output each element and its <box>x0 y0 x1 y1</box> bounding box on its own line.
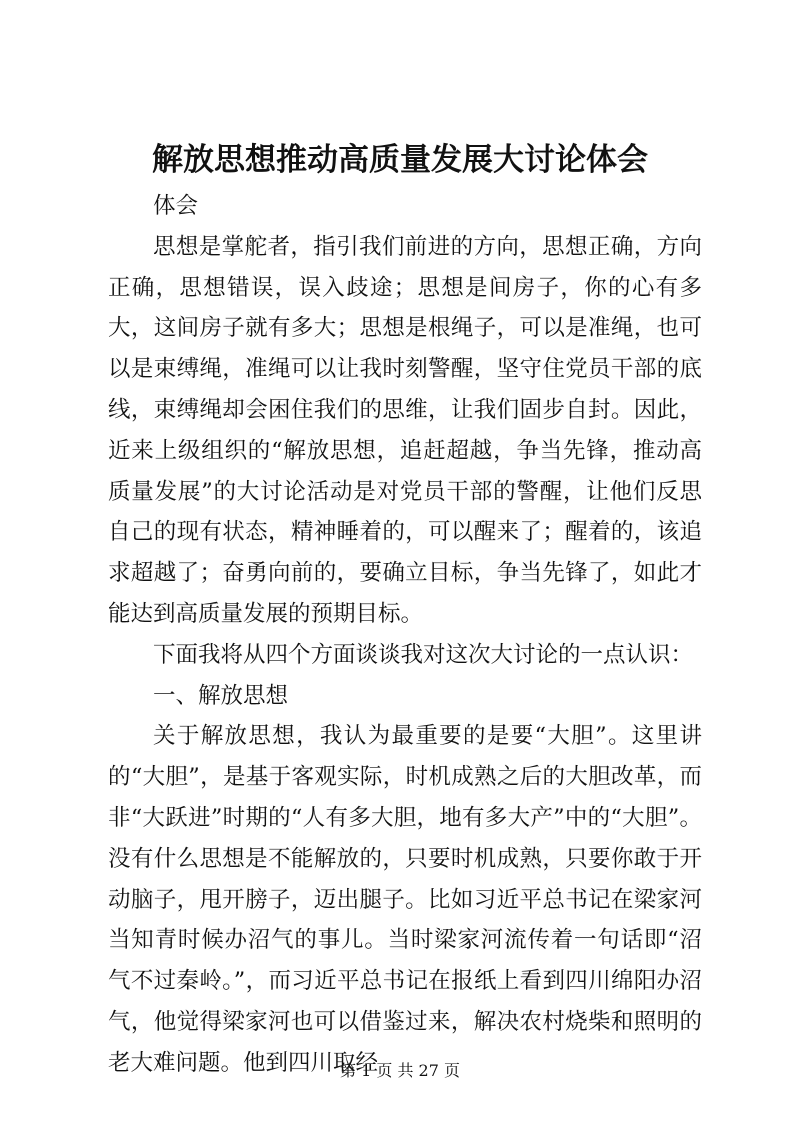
document-body <box>108 186 702 1084</box>
intro-paragraph: 思想是掌舵者，指引我们前进的方向，思想正确，方向正确，思想错误，误入歧途；思想是间房子，你的心有多大，这间房子就有多大；思想是根绳子，可以是准绳，也可以是束缚绳，准绳可以让我时刻警醒，坚守住党员干部的底线，束缚绳却会困住我们的思维，让我们固步自封。因此，近来上级组织的“解放思想，追赶超越，争当先锋，推动高质量发展”的大讨论活动是对党员干部的警醒，让他们反思自己的现有状态，精神睡着的，可以醒来了；醒着的，该追求超越了；奋勇向前的，要确立目标，争当先锋了，如此才能达到高质量发展的预期目标。 <box>108 233 702 627</box>
document-title: 解放思想推动高质量发展大讨论体会 <box>152 142 648 178</box>
outline-paragraph: 下面我将从四个方面谈谈我对这次大讨论的一点认识： <box>153 641 694 668</box>
page-number-footer: 第 1 页 共 27 页 <box>340 1061 460 1080</box>
section-paragraph: 关于解放思想，我认为最重要的是要“大胆”。这里讲的“大胆”，是基于客观实际，时机成熟之后的大胆改革，而非“大跃进”时期的“人有多大胆，地有多大产”中的“大胆”。没有什么思想是不能解放的，只要时机成熟，只要你敢于开动脑子，甩开膀子，迈出腿子。比如习近平总书记在梁家河当知青时候办沼气的事儿。当时梁家河流传着一句话即“沼气不过秦岭。”，而习近平总书记在报纸上看到四川绵阳办沼气，他觉得梁家河也可以借鉴过来，解决农村烧柴和照明的老大难问题。他到四川取经 <box>108 723 702 1076</box>
section-heading: 一、解放思想 <box>153 682 289 709</box>
document-subtitle: 体会 <box>153 193 199 219</box>
